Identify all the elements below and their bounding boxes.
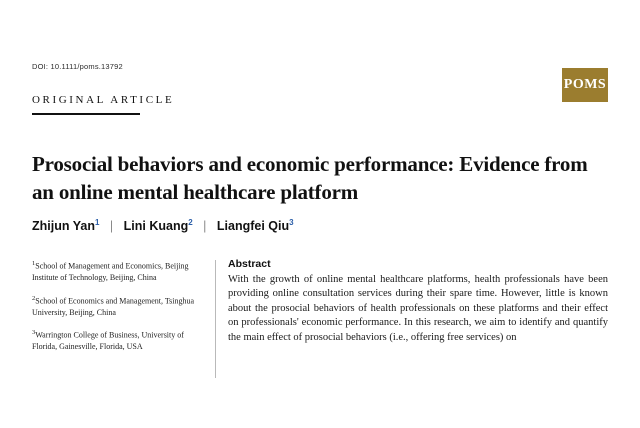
affiliation-marker: 3 xyxy=(32,329,36,337)
affiliation-text: Warrington College of Business, University of Florida, Gainesville, Florida, USA xyxy=(32,330,184,352)
page-bottom-fade xyxy=(0,388,640,428)
author-name: Lini Kuang xyxy=(123,219,189,234)
author-name: Liangfei Qiu xyxy=(216,219,290,234)
author-list xyxy=(32,218,608,233)
affiliation-text: School of Management and Economics, Beijing Institute of Technology, Beijing, China xyxy=(32,261,189,283)
affiliations-column xyxy=(32,258,197,362)
affiliation-text: School of Economics and Management, Tsinghua University, Beijing, China xyxy=(32,296,195,317)
affiliation-item xyxy=(32,258,197,284)
article-type-label: ORIGINAL ARTICLE xyxy=(32,94,175,106)
doi-line: DOI: 10.1111/poms.13792 xyxy=(32,62,123,71)
poms-logo-text: POMS xyxy=(563,77,607,92)
author-affiliation-marker: 3 xyxy=(289,218,294,227)
author-affiliation-marker: 1 xyxy=(94,218,100,227)
affiliation-marker: 2 xyxy=(32,294,36,302)
author-entry xyxy=(217,219,294,233)
article-type-rule xyxy=(32,113,140,115)
affiliation-item xyxy=(32,293,197,319)
content-columns xyxy=(32,258,608,388)
column-divider xyxy=(215,260,216,378)
abstract-column xyxy=(228,258,608,345)
abstract-body: With the growth of online mental healthcare platforms, health professionals have been providing online consultation services during their spare time. However, little is known about the prosocial behaviors of health professionals on these platforms and their effect on professionals' economic performance. In this research, we aim to identify and quantify the main effect of prosocial behaviors (i.e., offering free services) on xyxy=(228,274,608,343)
affiliation-item xyxy=(32,327,197,353)
page-title: Prosocial behaviors and economic performance: Evidence from an online mental healthcare platform xyxy=(32,152,588,205)
author-entry xyxy=(124,219,193,233)
poms-logo xyxy=(562,68,608,102)
author-separator: | xyxy=(109,219,114,234)
author-separator: | xyxy=(203,219,207,234)
affiliation-marker: 1 xyxy=(32,260,36,267)
abstract-heading: Abstract xyxy=(228,258,271,270)
author-entry xyxy=(32,219,99,233)
author-name: Zhijun Yan xyxy=(32,219,95,234)
author-affiliation-marker: 2 xyxy=(188,218,193,227)
